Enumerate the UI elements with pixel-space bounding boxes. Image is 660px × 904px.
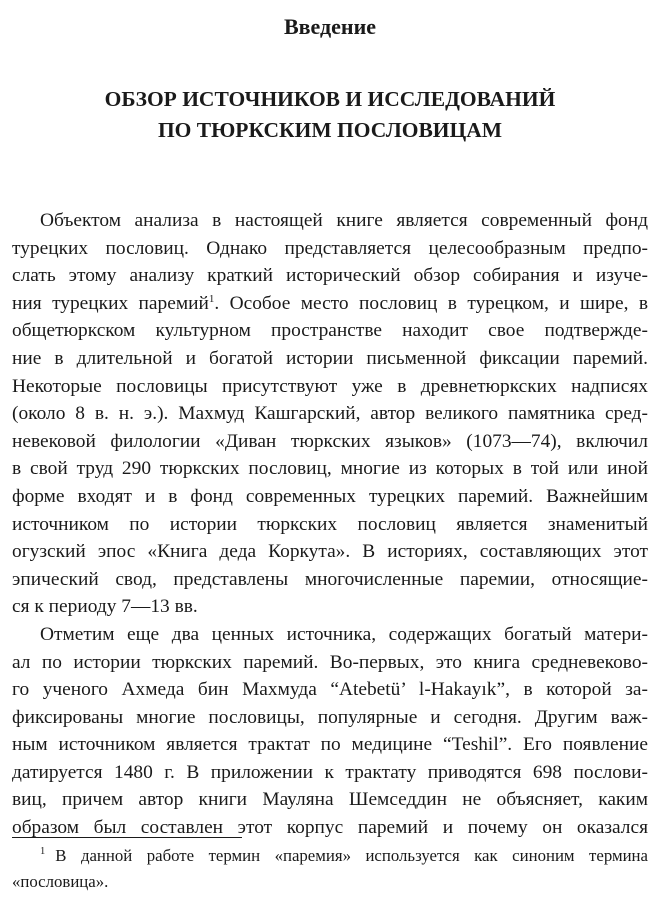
footnote (12, 843, 648, 895)
text-line: виц, причем автор книги Мауляна Шемседдин не объясняет, каким (12, 789, 648, 811)
text-line: фиксированы многие пословицы, популярные и сегодня. Другим важ- (12, 706, 648, 728)
text-line: образом был составлен этот корпус паремий и почему он оказался (12, 817, 648, 839)
text-segment: . Особое место пословиц в турецком, и шире, в (214, 292, 649, 314)
footnote-reference[interactable]: 1 (208, 292, 215, 305)
text-line: форме входят и в фонд современных турецких паремий. Важнейшим (12, 485, 648, 507)
text-line: слать этому анализу краткий исторический обзор собирания и изуче- (12, 265, 648, 287)
text-line: эпический свод, представлены многочисленные паремии, относящие- (12, 568, 648, 590)
text-line: Объектом анализа в настоящей книге является современный фонд (40, 210, 648, 231)
footnote-line: «пословица». (12, 872, 109, 891)
text-line: Некоторые пословицы присутствуют уже в древнетюркских надписях (12, 375, 648, 397)
footnote-mark: 1 (40, 846, 46, 857)
chapter-title-line-2: ПО ТЮРКСКИМ ПОСЛОВИЦАМ (157, 118, 503, 142)
text-line: в свой труд 290 тюркских пословиц, многие из которых в той или иной (12, 458, 648, 480)
paragraph-2 (12, 621, 648, 842)
text-line: турецких пословиц. Однако представляется целесообразным предпо- (12, 237, 648, 259)
text-line: ал по истории тюркских паремий. Во-первых, это книга средневеково- (12, 651, 648, 673)
text-line: Отметим еще два ценных источника, содержащих богатый матери- (40, 623, 648, 645)
section-title: Введение (283, 14, 377, 39)
footnote-text: В данной работе термин «паремия» используется как синоним термина (55, 846, 648, 865)
body-text (12, 207, 648, 842)
text-line: невековой филологии «Диван тюркских языков» (1073—74), включил (12, 430, 648, 452)
text-line: ным источником является трактат по медицине “Teshil”. Его появление (12, 734, 648, 756)
text-line: датируется 1480 г. В приложении к трактату приводятся 698 послови- (12, 761, 648, 783)
text-segment: ния турецких паремий (12, 292, 209, 314)
text-line: источником по истории тюркских пословиц является знаменитый (12, 513, 648, 535)
text-line: го ученого Ахмеда бин Махмуда “Atebetü’ l-Hakayık”, в которой за- (12, 679, 648, 701)
text-line: общетюркском культурном пространстве находит свое подтвержде- (12, 320, 648, 342)
text-line: ся к периоду 7—13 вв. (12, 596, 198, 618)
text-line: (около 8 в. н. э.). Махмуд Кашгарский, автор великого памятника сред- (12, 403, 648, 425)
chapter-title (0, 84, 660, 146)
footnote-line (12, 843, 648, 869)
text-line: огузский эпос «Книга деда Коркута». В историях, составляющих этот (12, 541, 648, 563)
chapter-title-line-1: ОБЗОР ИСТОЧНИКОВ И ИССЛЕДОВАНИЙ (104, 87, 556, 111)
paragraph-1 (12, 207, 648, 621)
text-line-with-footnote (12, 290, 648, 318)
text-line: ние в длительной и богатой истории письменной фиксации паремий. (12, 347, 648, 369)
footnote-divider (12, 837, 242, 838)
